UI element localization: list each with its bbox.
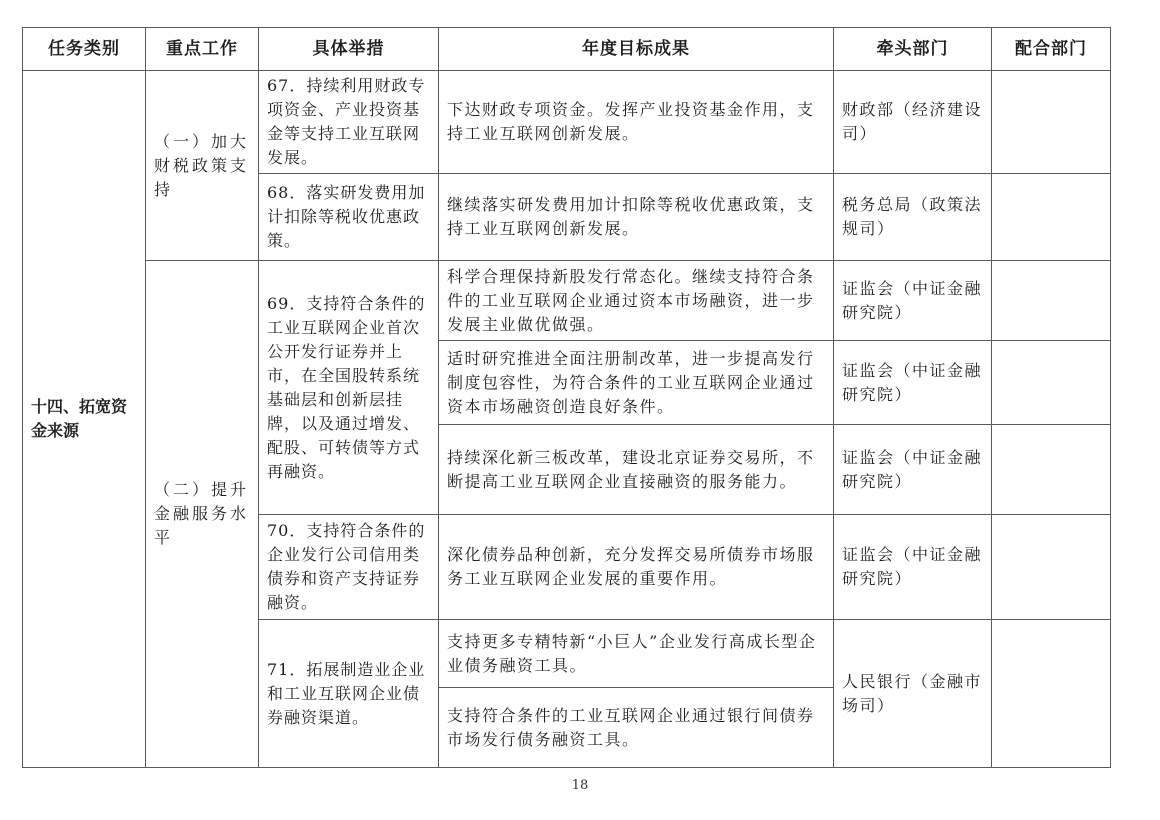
support-dept-cell-69b [992,341,1111,425]
target-cell-71b: 支持符合条件的工业互联网企业通过银行间债券市场发行债务融资工具。 [439,688,834,768]
header-category: 任务类别 [23,28,146,71]
page-number: 18 [571,778,589,793]
support-dept-cell-70 [992,515,1111,620]
support-dept-cell-71 [992,620,1111,768]
target-cell-69b: 适时研究推进全面注册制改革，进一步提高发行制度包容性，为符合条件的工业互联网企业通过资本市场融资创造良好条件。 [439,341,834,425]
measure-cell-71: 71．拓展制造业企业和工业互联网企业债券融资渠道。 [259,620,439,768]
focus-cell-2: （二）提升金融服务水平 [146,261,259,768]
lead-dept-cell-69c: 证监会（中证金融研究院） [834,425,992,515]
measure-cell-68: 68．落实研发费用加计扣除等税收优惠政策。 [259,174,439,261]
target-cell-71a: 支持更多专精特新“小巨人”企业发行高成长型企业债务融资工具。 [439,620,834,688]
lead-dept-cell-69b: 证监会（中证金融研究院） [834,341,992,425]
support-dept-cell-68 [992,174,1111,261]
header-measure: 具体举措 [259,28,439,71]
target-cell-68: 继续落实研发费用加计扣除等税收优惠政策，支持工业互联网创新发展。 [439,174,834,261]
measure-cell-70: 70．支持符合条件的企业发行公司信用类债券和资产支持证券融资。 [259,515,439,620]
policy-table [22,27,1111,768]
header-focus: 重点工作 [146,28,259,71]
target-cell-69a: 科学合理保持新股发行常态化。继续支持符合条件的工业互联网企业通过资本市场融资，进一步发展主业做优做强。 [439,261,834,341]
measure-cell-67: 67．持续利用财政专项资金、产业投资基金等支持工业互联网发展。 [259,71,439,174]
target-cell-70: 深化债券品种创新，充分发挥交易所债券市场服务工业互联网企业发展的重要作用。 [439,515,834,620]
lead-dept-cell-67: 财政部（经济建设司） [834,71,992,174]
support-dept-cell-67 [992,71,1111,174]
target-cell-69c: 持续深化新三板改革，建设北京证券交易所，不断提高工业互联网企业直接融资的服务能力。 [439,425,834,515]
lead-dept-cell-68: 税务总局（政策法规司） [834,174,992,261]
task-category-cell: 十四、拓宽资金来源 [23,71,146,768]
support-dept-cell-69c [992,425,1111,515]
table-row [23,71,1111,174]
target-cell-67: 下达财政专项资金。发挥产业投资基金作用，支持工业互联网创新发展。 [439,71,834,174]
support-dept-cell-69a [992,261,1111,341]
measure-cell-69: 69．支持符合条件的工业互联网企业首次公开发行证券并上市，在全国股转系统基础层和创新层挂牌，以及通过增发、配股、可转债等方式再融资。 [259,261,439,515]
header-lead-dept: 牵头部门 [834,28,992,71]
header-support-dept: 配合部门 [992,28,1111,71]
lead-dept-cell-71: 人民银行（金融市场司） [834,620,992,768]
focus-cell-1: （一）加大财税政策支持 [146,71,259,261]
lead-dept-cell-70: 证监会（中证金融研究院） [834,515,992,620]
header-target: 年度目标成果 [439,28,834,71]
table-row [23,261,1111,341]
lead-dept-cell-69a: 证监会（中证金融研究院） [834,261,992,341]
header-row [23,28,1111,71]
